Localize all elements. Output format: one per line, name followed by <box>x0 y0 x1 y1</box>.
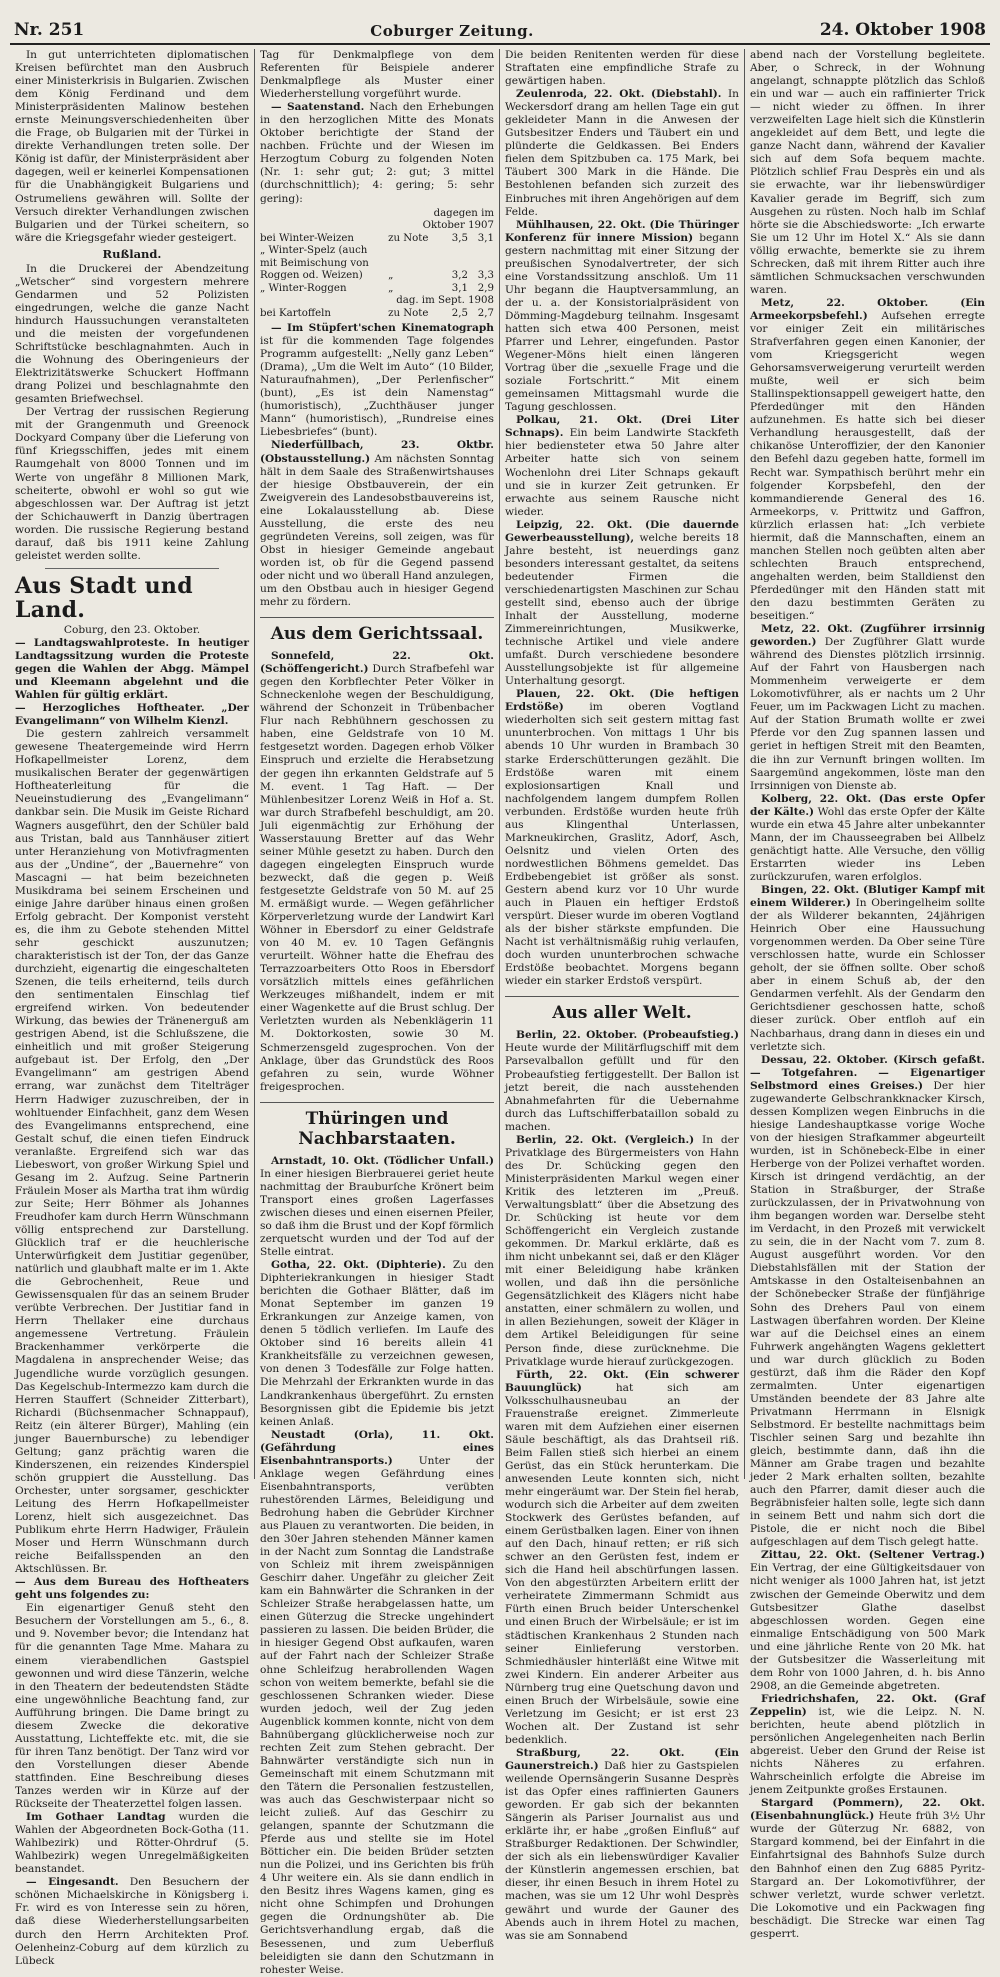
section-heading-russland: Rußland. <box>102 246 162 261</box>
article-paragraph <box>750 1693 985 1797</box>
section-heading-stadt-land: Aus Stadt und Land. <box>15 572 193 623</box>
article-paragraph <box>260 1155 494 1259</box>
article-text: im oberen Vogtland wiederholten sich seit gestern mittag fast ununterbrochen. Von mittags 1 Uhr bis abends 10 Uhr wurden in Brambach 30 starke Erderschütterungen gezählt. Die Erdstöße waren mit einem explosionsartigen Knall und nachfolgendem langem dumpfem Rollen verbunden. Erdstöße wurden heute früh aus Klingenthal Unterlassen, Markneukirchen, Graslitz, Adorf, Asch, Oelsnitz und vielen Orten des nordwestlichen Böhmens gemeldet. Das Erdbebengebiet ist größer als sonst. Gestern abend kurz vor 10 Uhr wurde auch in Plauen ein heftiger Erdstoß verspürt. Dieser wurde im oberen Vogtland als der bisher stärkste empfunden. Die Nacht ist verhältnismäßig ruhig verlaufen, doch wurden ununterbrochen schwache Erdstöße beobachtet. Morgens begann wieder ein starker Erdstoß verspürt. <box>505 701 739 988</box>
article-subhead: (Schöffengericht.) <box>260 663 369 676</box>
article-paragraph <box>260 1259 494 1429</box>
table-cell <box>388 258 442 271</box>
article-subhead: (Tödlicher Unfall.) <box>383 1154 494 1167</box>
table-cell <box>260 208 388 221</box>
article-text: In der Privatklage des Bürgermeisters von Hahn des Dr. Schücking gegen den Ministerpräsidenten Markul wegen einer Kritik des letzteren im „Preuß. Verwaltungsblatt“ über die Absetzung des Dr. Schücking ist heute vor dem Schöffengericht ein Vergleich zustande gekommen. Dr. Markul erklärte, daß es ihm nicht unbekannt sei, daß er den Kläger mit einer Beleidigung habe kränken wollen, und daß ihn die persönliche Gegensätzlichkeit des Klägers nicht habe anstatten, einer schmälern zu wollen, und in allen Beziehungen, soweit der Kläger in dem Artikel Beleidigungen für seine Person finde, diese zurücknehme. Die Privatklage wurde hierauf zurückgezogen. <box>505 1133 739 1368</box>
article-headline-text: — Eingesandt. <box>26 1876 119 1889</box>
article-headline <box>15 1576 249 1602</box>
article-text: Aufsehen erregte vor einiger Zeit ein militärisches Strafverfahren gegen einen Kanonier, der vom Kriegsgericht wegen Gehorsamsverweigerung verurteilt werden mußte, weil er sich beim Stallinspektionsappell geweigert hatte, den Pferdedünger mit den Händen aufzunehmen. Es hatte sich bei dieser Verhandlung herausgestellt, daß der chikanöse Unteroffizier, der den Kanonier den Befehl dazu gegeben hatte, formell im Recht war. Sympathisch berührt mehr ein folgender Korpsbefehl, den der kommandierende General des 16. Armeekorps, v. Prittwitz und Gaffron, kürzlich erlassen hat: „Ich verbiete hiermit, daß die Mannschaften, einem an manchen Stellen noch geübten alten aber schlechten Brauch entsprechend, angehalten werden, beim Stalldienst den Pferdedünger mit den Händen statt mit den dazu bestimmten Geräten zu beseitigen.“ <box>750 309 985 623</box>
table-cell: bei Kartoffeln <box>260 307 331 319</box>
column-1 <box>10 49 255 1967</box>
crop-rating-table <box>260 208 494 321</box>
table-row <box>260 258 494 271</box>
newspaper-title: Coburger Zeitung. <box>370 22 534 40</box>
article-subhead: (Die dauernde Gewerbeausstellung), <box>505 518 740 544</box>
article-paragraph <box>505 1369 739 1747</box>
columns <box>10 49 990 1976</box>
article-subhead: (Obstausstellung.) <box>260 452 371 465</box>
table-header: dagegen im <box>433 207 494 219</box>
article-headline <box>15 702 249 728</box>
article-text: Nach den Erhebungen in den herzoglichen Mitte des Monats Oktober berichtigte der Stand der nachben. Früchte und der Wiesen im Herzogtum Coburg zu folgenden Noten (Nr. 1: sehr gut; 2: gut; 3 mittel (durchschnittlich); 4: gering; 5: sehr gering): <box>260 101 494 205</box>
table-cell <box>468 245 494 258</box>
article-headline-text: Dessau, 22. Oktober. <box>761 1053 888 1066</box>
article-paragraph <box>260 1429 494 1977</box>
article-text: In Weckersdorf drang am hellen Tage ein gut gekleideter Mann in die Anwesen der Gutsbesitzer Enders und Täubert ein und plünderte die Geldkassen. Bei Enders fielen dem Spitzbuben ca. 175 Mark, bei Täubert 300 Mark in die Hände. Die Bestohlenen befanden sich zurzeit des Einbruches mit ihren Angehörigen auf dem Felde. <box>505 88 739 218</box>
masthead <box>10 14 990 45</box>
article-paragraph <box>505 1134 739 1369</box>
article-paragraph <box>505 414 739 518</box>
table-cell: zu Note <box>388 307 429 319</box>
article-headline-text: Neustadt (Orla), 11. Okt. <box>271 1428 494 1441</box>
section-heading-gerichtssaal: Aus dem Gerichtssaal. <box>260 617 494 644</box>
article-paragraph <box>750 1797 985 1941</box>
article-paragraph: In gut unterrichteten diplomatischen Kreisen befürchtet man den Ausbruch einer Ministerkrisis in Bulgarien. Zwischen dem König Ferdinand und dem Ministerpräsidenten Malinow bestehen ernste Meinungsverschiedenheiten über die Frage, ob Bulgarien mit der Türkei in direkte Verhandlungen treten solle. Der König ist dafür, der Ministerpräsident aber dagegen, weil er keinerlei Kompensationen für die Unabhängigkeit Bulgariens und Ostrumeliens gewähren will. Sollte der Versuch direkter Verhandlungen zwischen Bulgarien und der Türkei scheitern, so wäre die Kriegsgefahr wieder gesteigert. <box>15 49 249 244</box>
article-headline-text: Metz, 22. Oktober. <box>761 296 929 309</box>
table-cell: zu Note <box>388 232 429 244</box>
article-text: begann gestern nachmittag mit einer Sitzung der preußischen Synodalvertreter, der sich eine Vorstandssitzung anschloß. Um 11 Uhr begann die Hauptversammlung, an der u. a. der Konsistorialpräsident von Dömming-Magdeburg teilnahm. Insgesamt hatten sich etwa 400 Personen, meist Pfarrer und Lehrer, eingefunden. Pastor Wegener-Möns hielt einen längeren Vortrag über die „sexuelle Frage und die soziale Fortschritt.“ Mit einem gemeinsamen Mittagsmahl wurde die Tagung geschlossen. <box>505 231 739 414</box>
table-row <box>260 295 494 308</box>
article-text: Durch Strafbefehl war gegen den Korbflechter Peter Völker in Schneckenlohe wegen der Beschuldigung, während der Schonzeit in Trübenbacher Flur nach Rebhühnern geschossen zu haben, eine Geldstrafe von 10 M. festgesetzt worden. Dagegen erhob Völker Einspruch und erzielte die Herabsetzung der gegen ihn erkannten Geldstrafe auf 5 M. event. 1 Tag Haft. — Der Mühlenbesitzer Lorenz Weiß in Hof a. St. war durch Strafbefehl beschuldigt, am 20. Juli eigenmächtig zur Erhöhung der Wasserstauung Bretter auf das Wehr seiner Mühle gesetzt zu haben. Durch den dagegen eingelegten Einspruch wurde bezweckt, daß die gegen p. Weiß festgesetzte Geldstrafe von 50 M. auf 25 M. ermäßigt wurde. — Wegen gefährlicher Körperverletzung wurde der Landwirt Karl Wöhner in Ebersdorf zu einer Geldstrafe von 40 M. ev. 10 Tagen Gefängnis verurteilt. Wöhner hatte die Ehefrau des Terrazzoarbeiters Otto Roos in Ebersdorf vorsätzlich mittels eines gefährlichen Werkzeuges mißhandelt, indem er mit einer Wagenkette auf die Brust schlug. Der Verletzten wurden als Nebenklägerin 11 M. Doktorkosten, sowie 30 M. Schmerzensgeld zugesprochen. Von der Anklage, über das Grundstück des Roos gefahren zu sein, wurde Wöhner freigesprochen. <box>260 663 494 1093</box>
article-text: In Oberingelheim sollte der als Wilderer bekannten, 24jährigen Heinrich Ober eine Haussuchung vorgenommen werden. Da Ober seine Türe verschlossen hatte, wurde ein Schlosser geholt, der sie öffnen sollte. Ober schoß aber in einem Schuß ab, der den Gendarmen verfehlt. Als der Gendarm den Gerichtsdiener geschossen hatte, schoß dieser zurück. Ober entfloh auf ein Nachbarhaus, drang dann in dieses ein und verletzte sich. <box>750 897 985 1053</box>
column-4 <box>745 49 990 1940</box>
article-paragraph <box>505 688 739 988</box>
article-headline-text: — Im Stüpfert'schen Kinematograph <box>271 322 494 335</box>
article-headline-text: Berlin, 22. Okt. <box>516 1133 617 1146</box>
article-headline-text: Mühlhausen, 22. Okt. <box>516 218 646 231</box>
article-paragraph: Tag für Denkmalpflege von dem Referenten für Beispiele anderer Denkmalpflege als Muster einer Wiederherstellung vorgeführt wurde. <box>260 49 494 101</box>
article-subhead: (Die heftigen Erdstöße) <box>505 688 739 714</box>
table-cell: 3,1 <box>477 232 494 244</box>
article-text: Heute früh 3½ Uhr wurde der Güterzug Nr. 6882, von Stargard kommend, bei der Einfahrt in die Einfahrtsignal des Bahnhofs Sulze durch den Bahnhof einen den Zug 6885 Pyritz-Stargard an. Der Lokomotivführer, der schwer verletzt, wurde schwer verletzt. Die Lokomotive und ein Packwagen fing beschädigt. Die Strecke war einen Tag gesperrt. <box>750 1810 985 1940</box>
article-paragraph <box>750 884 985 1054</box>
article-headline-text: Gotha, 22. Okt. <box>271 1259 369 1272</box>
article-headline-text: Metz, 22. Okt. <box>761 623 853 636</box>
table-cell: 3,2 <box>451 270 468 282</box>
article-headline-text: Plauen, 22. Okt. <box>516 688 635 701</box>
table-cell: Roggen od. Weizen) <box>260 270 363 282</box>
article-text: Zu den Diphteriekrankungen in hiesiger Stadt berichten die Gothaer Blätter, daß im Monat September im ganzen 19 Erkrankungen zur Anzeige kamen, von denen 5 tödlich verliefen. Im Laufe des Oktober sind 16 bereits allein 41 Krankheitsfälle zu verzeichnen gewesen, von denen 3 Todesfälle zur Folge hatten. Die Mehrzahl der Erkrankten wurde in das Landkrankenhaus übergeführt. Zu ernsten Besorgnissen gibt die Epidemie bis jetzt keinen Anlaß. <box>260 1259 494 1428</box>
article-subhead: (Das erste Opfer der Kälte.) <box>750 792 985 818</box>
section-heading-aller-welt: Aus aller Welt. <box>505 996 739 1023</box>
table-cell <box>442 258 468 271</box>
section-heading-thueringen: Thüringen und Nachbarstaaten. <box>260 1102 494 1149</box>
article-headline-text: Stargard (Pommern), 22. Okt. <box>761 1797 985 1810</box>
article-subhead: (Blutiger Kampf mit einem Wilderer.) <box>750 884 985 910</box>
article-text: ist, wie die Leipz. N. N. berichten, heute abend plötzlich in persönlichen Angelegenheiten nach Berlin abgereist. Ueber den Grund der Reise ist nichts Näheres zu erfahren. Wahrscheinlich erfolgte die Abreise im jenem Zeitpunkte großes Erstaunen. <box>750 1705 985 1797</box>
article-headline <box>15 637 249 702</box>
article-headline-text: Im Gothaer Landtag <box>26 1811 166 1824</box>
article-paragraph: abend nach der Vorstellung begleitete. Aber, o Schreck, in der Wohnung angelangt, schnappte plötzlich das Schloß ein und war — auch ein raffinierter Trick — nicht wieder zu öffnen. In ihrer verzweifelten Lage hielt sich die Künstlerin angekleidet auf dem Bett, und legte die ganze Nacht dann, während der Kavalier sich auf dem Sofa bequem machte. Plötzlich schlief Frau Desprès ein und als sie erwachte, war ihr liebenswürdiger Kavalier gerade im Begriff, sich zum Ausgehen zu rüsten. Noch halb im Schlaf hörte sie die Abschiedsworte: „Ich erwarte Sie um 12 Uhr im Hotel X.“ Als sie dann völlig erwachte, bemerkte sie zu ihrem Schrecken, daß mit ihrem Ritter auch ihre sämtlichen Schmucksachen verschwunden waren. <box>750 49 985 296</box>
table-row <box>260 208 494 221</box>
article-headline-text: Fürth, 22. Okt. <box>516 1368 629 1381</box>
article-headline-text: Sonnefeld, 22. Okt. <box>271 650 494 663</box>
article-subhead: (Probeaufstieg.) <box>642 1029 739 1042</box>
article-headline-text: — Aus dem Bureau des Hoftheaters geht uns folgendes zu: <box>15 1576 249 1602</box>
article-headline-text: Polkau, 21. Okt. <box>516 414 643 427</box>
table-cell: 2,7 <box>477 307 494 319</box>
article-subhead: (Vergleich.) <box>624 1133 695 1146</box>
table-cell <box>442 245 468 258</box>
article-subhead: (Seltener Vertrag.) <box>868 1549 985 1562</box>
article-subhead: (Graf Zeppelin) <box>750 1692 985 1718</box>
article-paragraph <box>750 623 985 793</box>
article-paragraph <box>15 1876 249 1967</box>
table-cell: „ <box>388 282 394 294</box>
column-2 <box>255 49 500 1976</box>
article-text: Der hier zugewanderte Gelbschrankknacker Kirsch, dessen Komplizen wegen Einbruchs in die hiesige Landeshauptkasse vorige Woche von der hiesigen Strafkammer abgeurteilt wurden, ist in Schönebeck-Elbe in einer Herberge von der Polizei verhaftet worden. Kirsch ist dringend verdächtig, an der Station in Straßburger, der Straße zurückzulassen, der in Privatwohnung von ihm begangen worden war. Derselbe steht im Verdacht, in den Prozeß mit verwickelt zu sein, die in der Nacht vom 7. zum 8. August ausgeführt worden. Vor den Diebstahlsfällen mit der Station der Amtskasse in den Ostalteisenbahnen an der Schönebecker Straße der fünfjährige Sohn des Drehers Paul von einem Lastwagen überfahren worden. Der Kleine war auf die Deichsel eines an einem Fuhrwerk angehängten Wagens geklettert und war durch glücklich zu Boden gestürzt, daß ihm die Räder den Kopf zermalmten. Unter eigenartigen Umständen beendete der 83 Jahre alte Privatmann Herrmann in Elsnigk Selbstmord. Er bestellte nachmittags beim Tischler seinen Sarg und bezahlte ihn gleich, bestimmte dann, daß ihn die Männer am Grabe tragen und bezahlte jeder 2 Mark erhalten sollten, bezahlte auch den Pfarrer, damit dieser auch die Begräbnisfeier halten solle, legte sich dann in seinem Bett und nahm sich dort die Pistole, die er nicht noch die Bibel aufgeschlagen auf dem Tisch gelegt hatte. <box>750 1079 985 1549</box>
article-paragraph <box>15 1811 249 1876</box>
article-paragraph <box>750 1054 985 1550</box>
table-row <box>260 245 494 258</box>
article-paragraph <box>505 219 739 415</box>
issue-number: Nr. 251 <box>14 20 85 40</box>
article-subhead: (Diebstahl). <box>650 88 722 101</box>
article-paragraph <box>750 297 985 623</box>
table-cell <box>468 258 494 271</box>
article-paragraph <box>505 1029 739 1133</box>
table-cell: 3,3 <box>477 270 494 282</box>
table-cell: dag. im Sept. 1908 <box>396 295 494 307</box>
dateline: Coburg, den 23. Oktober. <box>63 623 201 636</box>
article-headline-text: — Landtagswahlproteste. In heutiger Landtagssitzung wurden die Proteste gegen die Wahlen der Abgg. Mämpel und Kleemann abgelehnt und die Wahlen für gültig erklärt. <box>15 636 249 702</box>
column-3 <box>500 49 745 1942</box>
article-subhead: (Eisenbahnunglück.) <box>750 1810 875 1823</box>
table-cell: mit Beimischung von <box>260 257 369 269</box>
table-cell <box>260 220 388 233</box>
table-cell: „ <box>388 270 394 282</box>
article-text: Unter der Anklage wegen Gefährdung eines Eisenbahntransports, verübten ruhestörenden Lärmes, Beleidigung und Bedrohung haben die Gebrüder Kirchner aus Plauen zu verantworten. Die beiden, in den 30er Jahren stehenden Männer kamen in der Nacht zum Sonntag die Landstraße von Schleiz mit ihrem zweispännigen Geschirr daher. Ungefähr zu gleicher Zeit kam ein Bahnwärter die Schranken in der Schleizer Straße herabgelassen hatte, um einen Güterzug die Strecke ungehindert passieren zu lassen. Die beiden Brüder, die in hiesiger Gegend Obst aufkaufen, waren auf der Fahrt nach der Schleizer Straße ohne Schleifzug herabrollenden Wagen schon von weitem bemerkte, befahl sie die geschlossenen Schranken wieder. Diese wurden jedoch, weil der Zug jeden Augenblick kommen konnte, nicht von dem Bahnübergang glücklicherweise noch zur rechten Zeit zum Stehen gebracht. Der Bahnwärter verständigte sich nun in Gemeinschaft mit einem Schutzmann mit den Tätern die Personalien festzustellen, was auch das Geschwisterpaar nicht so leicht zuließ. Auf das Geschirr zu gelangen, spannte der Schutzmann die Pferde aus und stellte sie im Hotel Bötticher ein. Die beiden Brüder setzten nun die Polizei, und ins Gerichten bis früh 4 Uhr weitere ein. Als sie dann endlich in den Besitz ihres Wagens kamen, ging es nicht ohne Schimpfen und Drohungen gegen die Ordnungshüter ab. Die Gerichtsverhandlung ergab, daß die Besessenen, und zum Ueberfluß beleidigten sie dann den Schutzmann in rohester Weise. <box>260 1454 495 1976</box>
divider <box>45 568 219 569</box>
article-headline-text: Zeulenroda, 22. Okt. <box>516 88 645 101</box>
article-paragraph: Die beiden Renitenten werden für diese Straftaten eine empfindliche Strafe zu gewärtigen haben. <box>505 49 739 88</box>
article-paragraph <box>260 322 494 439</box>
article-text: wurden die Wahlen der Abgeordneten Bock-Gotha (11. Wahlbezirk) und Rötter-Ohrdruf (5. Wahlbezirk) wegen Unregelmäßigkeiten beanstandet. <box>15 1811 249 1876</box>
article-headline-text: Arnstadt, 10. Okt. <box>271 1154 379 1167</box>
table-cell: 3,5 <box>451 232 468 244</box>
table-row <box>260 270 494 283</box>
article-text: Daß hier zu Gastspielen weilende Opernsängerin Susanne Desprès ist das Opfer eines raffinierten Gauners geworden. Er gab sich der bekannten Sängerin als Pariser Journalist aus und erklärte ihr, er habe „großen Einfluß“ auf Straßburger Redaktionen. Der Schwindler, der sich als ein liebenswürdiger Kavalier der Künstlerin angemessen erschien, bat dieser, ihr einen Besuch in ihrem Hotel zu machen, was sie um 12 Uhr wohl Desprès gewährt und wurde der Gauner des Abends auch in ihrem Hotel zu machen, was sie am Sonnabend <box>505 1760 740 1942</box>
article-text: Wohl das erste Opfer der Kälte wurde ein etwa 45 Jahre alter unbekannter Mann, der im Chausseegraben bei Allbelz genächtigt hatte. Alle Versuche, den völlig Erstarrten wieder ins Leben zurückzurufen, waren erfolglos. <box>750 805 985 883</box>
article-subhead: (Ein Armeekorpsbefehl.) <box>750 296 986 322</box>
table-cell: „ Winter-Roggen <box>260 282 347 294</box>
article-headline-text: Friedrichshafen, 22. Okt. <box>761 1692 938 1705</box>
table-cell <box>260 295 388 308</box>
table-row <box>260 233 494 246</box>
article-text: Am nächsten Sonntag hält in dem Saale des Straßenwirtshauses der hiesige Obstbauverein, der ein Zweigverein des Landesobstbauvereins ist, eine Lokalausstellung ab. Diese Ausstellung, die erste des neu gegründeten Vereins, soll zeigen, was für Obst in hiesiger Gemeinde angebaut worden ist, ob für die Gegend passend oder nicht und wo überall Hand anzulegen, um den Obstbau auch in hiesiger Gegend mehr zu fördern. <box>260 452 494 609</box>
article-subhead: (Zugführer irrsinnig geworden.) <box>750 623 985 649</box>
article-headline-text: Zittau, 22. Okt. <box>761 1549 861 1562</box>
article-text: Ein beim Landwirte Stackfeth hier bediensteter etwa 50 Jahre alter Arbeiter hatte sich von seinem Wochenlohn drei Liter Schnaps gekauft und sie in kurzer Zeit getrunken. Er erwachte aus seinem Rausche nicht wieder. <box>505 427 739 518</box>
article-paragraph: Ein eigenartiger Genuß steht den Besuchern der Vorstellungen am 5., 6., 8. und 9. November bevor; die Intendanz hat für die genannten Tage Mme. Mahara zu einem vierabendlichen Gastspiel gewonnen und wird diese Tänzerin, welche in den Theatern der bedeutendsten Städte eine ungewöhnliche Beachtung fand, zur Aufführung bringen. Die Dame bringt zu diesem Zwecke die dekorative Ausstattung, Lichteffekte etc. mit, die sie für ihren Tanz benötigt. Der Tanz wird vor den Vorstellungen dieser Abende stattfinden. Eine Beschreibung dieses Tanzes werden wir in Kürze auf der Rückseite der Theaterzettel folgen lassen. <box>15 1602 249 1811</box>
article-paragraph <box>750 793 985 884</box>
article-text: Ein Vertrag, der eine Gültigkeitsdauer von nicht weniger als 1000 Jahren hat, ist jetzt zwischen der Gemeinde Oberwitz und dem Gutsbesitzer Glathe daselbst abgeschlossen worden. Gegen eine einmalige Entschädigung von 500 Mark und eine jährliche Rente von 20 Mk. hat der Gutsbesitzer die Wasserleitung mit dem Rohr von 1000 Jahren, d. h. bis Anno 2908, an die Gemeinde abgetreten. <box>750 1562 985 1692</box>
table-row <box>260 308 494 321</box>
article-text: Der Zugführer Glatt wurde während des Dienstes plötzlich irrsinnig. Auf der Fahrt von Hausbergen nach Mommenheim verweigerte er dem Lokomotivführer, als er nachts um 2 Uhr Feuer, um im Packwagen Licht zu machen. Auf der Station Brumath wollte er zwei Pferde vor den Zug spannen lassen und geriet in heftigen Streit mit den Beamten, die ihn zur Vernunft bringen wollten. Im Saargemünd angekommen, löste man den Irrsinnigen von Dienste ab. <box>750 636 986 792</box>
article-headline-text: — Herzogliches Hoftheater. „Der Evangelimann“ von Wilhelm Kienzl. <box>15 702 249 728</box>
article-paragraph <box>505 519 739 689</box>
article-text: Heute wurde der Militärflugschiff mit dem Parsevalballon gefüllt und für den Probeaufstieg fertiggestellt. Der Ballon ist jetzt bereit, die nach ausstehenden Abnahmefahrten für die Uebernahme durch das Luftschifferbataillon sobald zu machen. <box>505 1042 739 1133</box>
table-cell <box>388 245 442 258</box>
table-cell: 2,5 <box>451 307 468 319</box>
table-header: Oktober 1907 <box>422 220 494 232</box>
table-row <box>260 220 494 233</box>
article-text: hat sich am Volksschulhausneubau an der Frauenstraße ereignet. Zimmerleute waren mit dem Aufziehen einer eisernen Säule beschäftigt, als das Drahtseil riß. Beim Fallen stieß sich hierbei an einem Gerüst, das ein Stück herunterkam. Die anwesenden Leute konnten sich, nicht mehr eingeräumt war. Der Stein fiel herab, wodurch sich die Arbeiter auf dem zweiten Stockwerk des Gerüstes befanden, auf einem Gerüstbalken lagen. Einer von ihnen auf den Dach, hinauf retten; er riß sich schwer an den Gerüsten fest, indem er sich die Hand heil abschürfungen lassen. Von den abgestürzten Arbeitern erlitt der verheiratete Zimmermann Schmidt aus Fürth einen Bruch beider Unterschenkel und einen Bruch der Wirbelsäule; er ist im städtischen Krankenhaus 2 Stunden nach seiner Einlieferung verstorben. Schmiedhäusler hinterläßt eine Witwe mit zwei Kindern. Ein anderer Arbeiter aus Nürnberg trug eine Quetschung davon und einen Bruch der Wirbelsäule, sowie eine Verletzung im Gesicht; er ist erst 23 Wochen alt. Der Zustand ist sehr bedenklich. <box>505 1381 739 1746</box>
article-headline-text: Berlin, 22. Oktober. <box>516 1029 638 1042</box>
article-paragraph <box>260 439 494 609</box>
article-paragraph: Der Vertrag der russischen Regierung mit der Grangenmuth und Greenock Dockyard Company über die Lieferung von fünf Kriegsschiffen, jedes mit einem Raumgehalt von 8000 Tonnen und im Werte von ungefähr 8 Millionen Mark, scheiterte, obwohl er wohl so gut wie abgeschlossen war. Der Auftrag ist jetzt der Schichauwerft in Danzig übertragen worden. Die russische Regierung bestand darauf, daß bis 1911 keine Zahlung geleistet werden sollte. <box>15 406 249 562</box>
article-headline-text: Straßburg, 22. Okt. <box>516 1746 685 1759</box>
article-headline-text: Bingen, 22. Okt. <box>761 884 860 896</box>
article-paragraph <box>260 650 494 1094</box>
article-headline-text: — Saatenstand. <box>271 101 365 114</box>
table-cell: bei Winter-Weizen <box>260 232 354 244</box>
article-paragraph <box>505 1747 739 1943</box>
article-paragraph <box>750 1549 985 1693</box>
issue-date: 24. Oktober 1908 <box>819 20 986 40</box>
table-cell: „ Winter-Spelz (auch <box>260 245 368 257</box>
article-text: Den Besuchern der schönen Michaelskirche in Königsberg i. Fr. wird es von Interesse sein zu hören, daß diese Wiederherstellungsarbeiten durch den Herrn Architekten Prof. Oelenheinz-Coburg auf dem kürzlich zu Lübeck <box>15 1876 249 1967</box>
article-subhead: (Diphterie). <box>375 1259 446 1272</box>
article-subhead: (Ein Gaunerstreich.) <box>505 1746 740 1772</box>
article-text: ist für die kommenden Tage folgendes Programm aufgestellt: „Nelly ganz Leben“ (Drama), „Um die Welt im Auto“ (10 Bilder, Naturaufnahmen), „Der Perlenfischer“ (bunt), „Es ist dein Namenstag“ (humoristisch), „Zuchthäuser junger Mann“ (humoristisch), „Rundreise eines Liebesbriefes“ (bunt). <box>260 335 494 439</box>
article-subhead: (Ein schwerer Bauunglück) <box>505 1368 739 1394</box>
article-paragraph <box>260 101 494 205</box>
table-cell: 2,9 <box>477 282 494 294</box>
article-paragraph: In die Druckerei der Abendzeitung „Wetscher“ sind vorgestern mehrere Gendarmen und 52 Polizisten eingedrungen, welche die ganze Nacht hindurch Haussuchungen veranstalteten und die meisten der vorgefundenen Schriftstücke beschlagnahmten. Auch in die Wohnung des Oberingenieurs der Elektrizitätswerke Schuckert Hoffmann drang Polizei und beschlagnahmte den gesamten Briefwechsel. <box>15 262 249 406</box>
article-text: welche bereits 18 Jahre besteht, ist neuerdings ganz besonders interessant gestaltet, da seitens bedeutender Firmen die verschiedenartigsten Maschinen zur Schau gestellt sind, ebenso auch der übrige Inhalt der Ausstellung, moderne Zimmereinrichtungen, Musikwerke, technische Artikel und viele andere umfaßt. Durch verschiedene besondere Ausstellungsobjekte ist für allgemeine Unterhaltung gesorgt. <box>505 531 739 688</box>
article-paragraph: Die gestern zahlreich versammelt gewesene Theatergemeinde wird Herrn Hofkapellmeister Lorenz, dem musikalischen Berater der gegenwärtigen Hoftheaterleitung für die Neueinstudierung des „Evangelimann“ dankbar sein. Die Musik im Geiste Richard Wagners ausgeführt, den der Schüler bald aus Tristan, bald aus Tannhäuser zitiert unter Heranziehung von Motivfragmenten aus der „Undine“, der „Bauernehre“ von Mascagni — hat beim bezeichneten Musikdrama bei seinem Erscheinen und einige Jahre darüber hinaus einen großen Erfolg gebracht. Der Komponist versteht es, die ihm zu Gebote stehenden Mittel sehr geschickt auszunutzen; charakteristisch ist der Ton, der das Ganze durchzieht, eigenartig die eingeschalteten Szenen, die teils erheiternd, teils durch den sentimentalen Einschlag tief ergreifend wirken. Von bedeutender Wirkung, das bewies der Tränenerguß am gestrigen Abend, ist die Schlußszene, die einheitlich und mit großer Steigerung aufgebaut ist. Der Erfolg, den „Der Evangelimann“ am gestrigen Abend errang, war zunächst dem Titelträger Herrn Hadwiger zuzuschreiben, der in wohltuender Einfachheit, ganz dem Wesen des Evangelimanns entsprechend, eine Gestalt schuf, die einen tiefen Eindruck veranlaßte. Ergreifend sich war das Liebeswort, von großer Wirkung Spiel und Gesang im 2. Aufzug. Seine Partnerin Fräulein Moser als Martha trat ihm würdig zur Seite; Herr Böhmer als Johannes Freudhofer kam durch Herrn Wünschmann völlig entsprechend zur Darstellung. Glücklich traf er die heuchlerische Unterwürfigkeit dem Justitiar gegenüber, natürlich und glaubhaft malte er im 1. Akte die Gebrochenheit, Reue und Gewissensqualen für das an seinem Bruder verübte Verbrechen. Der Justitiar fand in Herrn Thellaker eine durchaus angemessene Vertretung. Fräulein Brackenhammer verkörperte die Magdalena in ansprechender Weise; das Jugendliche wurde vorzüglich gesungen. Das Kegelschub-Intermezzo kam durch die Herren Stauffert (Schneider Zitterbart), Richardi (Büchsenmacher Schnappauf), Reitz (ein älterer Bürger), Mahling (ein junger Bauernbursche) zu lebendiger Geltung; ganz prächtig waren die Kinderszenen, ein reizendes Kinderspiel schön gruppiert die Ausstellung. Das Orchester, unter sorgsamer, geschickter Leitung des Herrn Hofkapellmeister Lorenz, hielt sich ausgezeichnet. Das Publikum ehrte Herrn Hadwiger, Fräulein Moser und Herrn Wünschmann durch reiche Beifallsspenden an den Aktschlüssen. Br. <box>15 728 249 1576</box>
table-cell: 3,1 <box>451 282 468 294</box>
article-subhead: (Die Thüringer Konferenz für innere Mission) <box>505 218 739 244</box>
article-subhead: (Gefährdung eines Eisenbahntransports.) <box>260 1441 494 1467</box>
article-text: In einer hiesigen Bierbrauerei geriet heute nachmittag der Brauburſche Krönert beim Transport eines großen Lagerfasses zwischen dieses und einen eisernen Pfeiler, so daß ihm die Brust und der Kopf förmlich zerquetscht wurden und der Tod auf der Stelle eintrat. <box>260 1167 494 1259</box>
article-subhead: (Kirsch gefaßt. — Totgefahren. — Eigenartiger Selbstmord eines Greises.) <box>750 1053 985 1092</box>
table-row <box>260 283 494 296</box>
article-subhead: (Drei Liter Schnaps). <box>505 414 739 440</box>
article-headline-text: Niederfüllbach, 23. Oktbr. <box>271 439 494 452</box>
article-headline-text: Leipzig, 22. Okt. <box>516 518 633 531</box>
article-paragraph <box>505 88 739 218</box>
article-headline-text: Kolberg, 22. Okt. <box>761 792 872 805</box>
